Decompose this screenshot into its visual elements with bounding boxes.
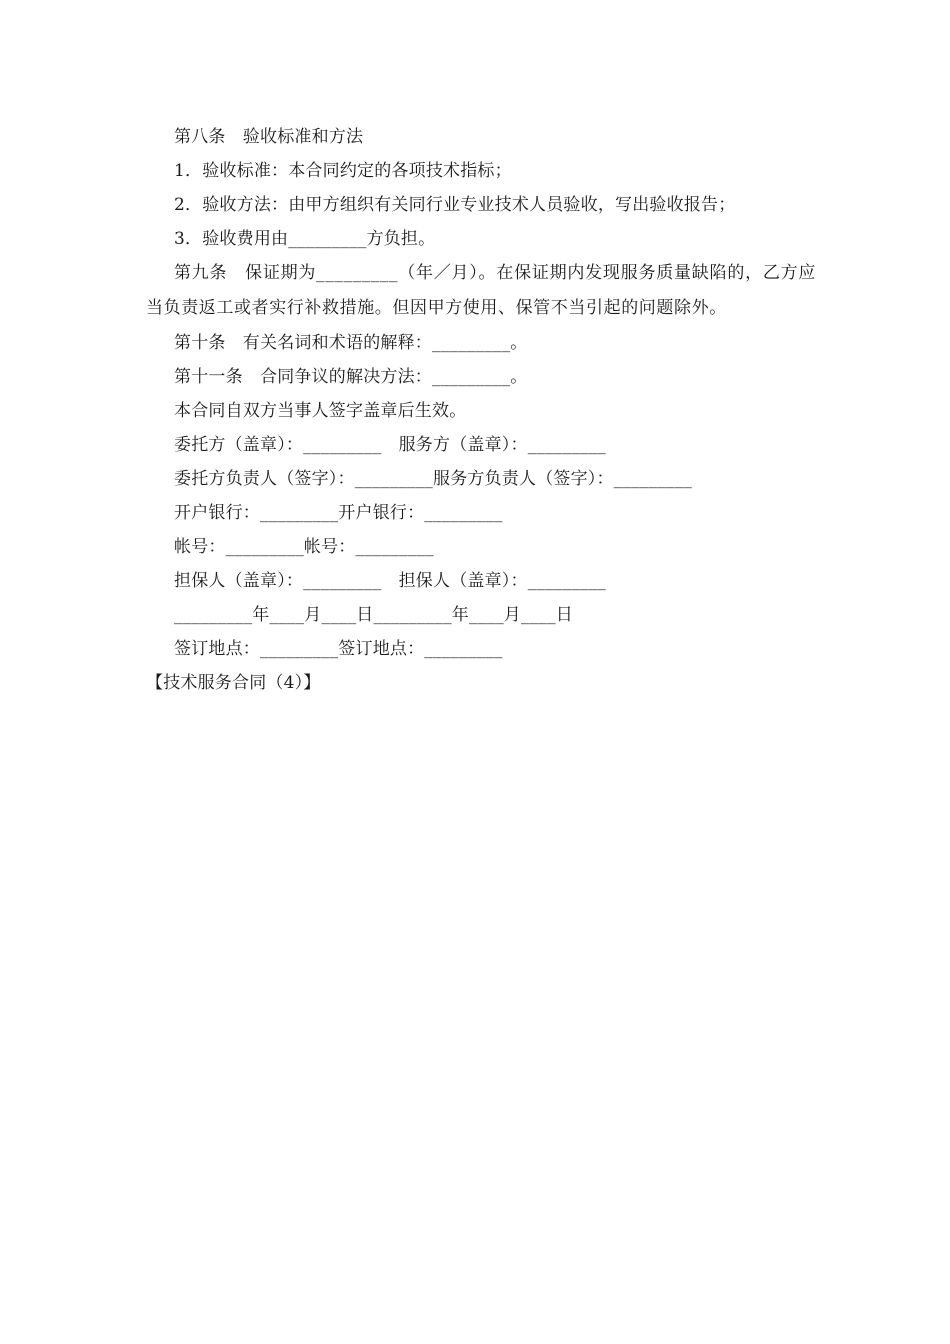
bank-line: 开户银行：_________开户银行：_________	[174, 503, 503, 523]
acceptance-fee: 3．验收费用由_________方负担。	[174, 229, 436, 249]
article-9-warranty: 第九条 保证期为_________（年／月）。在保证期内发现服务质量缺陷的，乙方应当负责返工或者实行补救措施。但因甲方使用、保管不当引起的问题除外。	[146, 263, 816, 318]
guarantor-line: 担保人（盖章）：_________ 担保人（盖章）：_________	[174, 571, 606, 591]
date-line: _________年____月____日_________年____月____日	[174, 605, 573, 625]
acceptance-method: 2．验收方法：由甲方组织有关同行业专业技术人员验收，写出验收报告；	[174, 195, 736, 215]
signature-seal-line: 委托方（盖章）：_________ 服务方（盖章）：_________	[174, 435, 606, 455]
account-line: 帐号：_________帐号：_________	[174, 537, 434, 557]
article-10-terms: 第十条 有关名词和术语的解释：_________。	[174, 333, 528, 353]
effective-clause: 本合同自双方当事人签字盖章后生效。	[174, 401, 467, 421]
contract-body	[146, 120, 816, 700]
signature-representative-line: 委托方负责人（签字）：_________服务方负责人（签字）：_________	[174, 469, 692, 489]
article-11-disputes: 第十一条 合同争议的解决方法：_________。	[174, 367, 528, 387]
next-section-title: 【技术服务合同（4）】	[146, 673, 321, 693]
signing-place-line: 签订地点：_________签订地点：_________	[174, 639, 503, 659]
article-8-heading: 第八条 验收标准和方法	[174, 127, 364, 147]
acceptance-standard: 1．验收标准：本合同约定的各项技术指标；	[174, 161, 512, 181]
